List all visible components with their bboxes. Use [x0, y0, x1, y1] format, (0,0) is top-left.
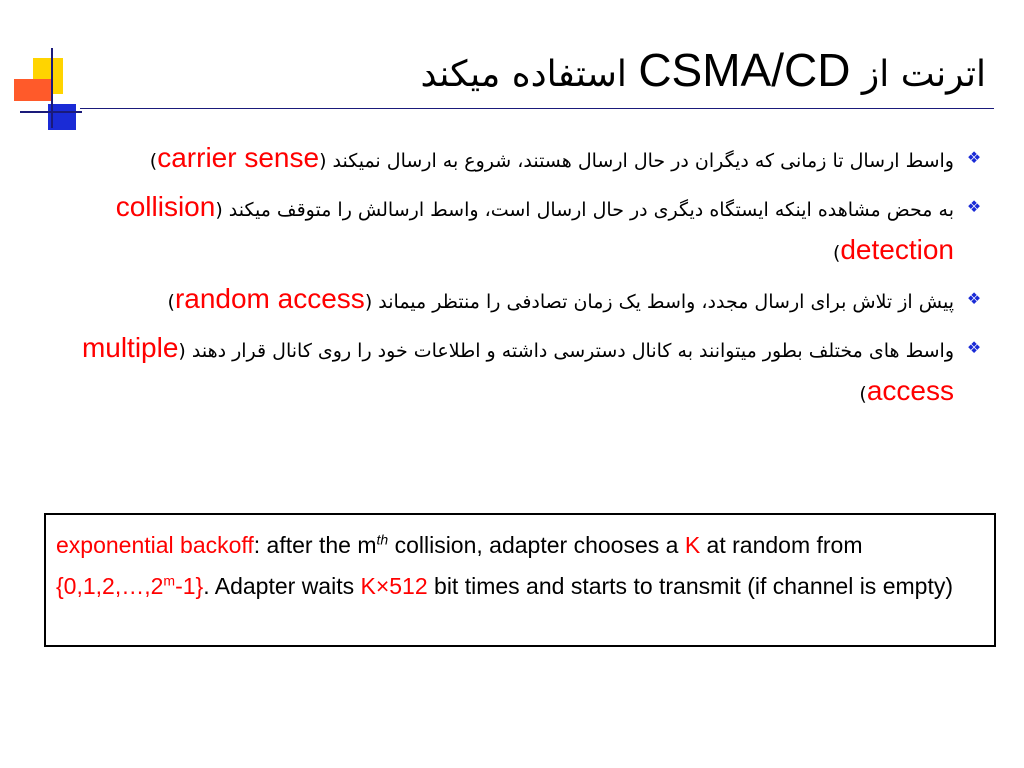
logo-vertical-line — [51, 48, 53, 128]
bullet-close: ) — [859, 383, 867, 405]
bullet-text: واسط ارسال تا زمانی که دیگران در حال ارسال هستند، شروع به ارسال نمیکند ( — [319, 150, 954, 172]
bullet-term: random access — [174, 283, 365, 314]
bullet-term: multiple access — [81, 332, 954, 406]
logo-horizontal-line — [20, 111, 82, 113]
slide-title — [80, 38, 986, 102]
bullet-item — [60, 138, 982, 181]
backoff-set-sup: m — [163, 572, 176, 589]
backoff-text-1: : after the m — [253, 532, 377, 558]
bullet-term: carrier sense — [157, 142, 320, 173]
slide-logo — [0, 40, 80, 130]
bullet-close: ) — [149, 150, 158, 172]
backoff-text-2: collision, adapter chooses a — [388, 532, 685, 558]
bullet-text: به محض مشاهده اینکه ایستگاه دیگری در حال ارسال است، واسط ارسالش را متوقف میکند ( — [215, 199, 954, 221]
bullet-list — [60, 138, 982, 420]
title-latin: CSMA/CD — [638, 44, 851, 96]
backoff-term: exponential backoff — [56, 532, 254, 558]
bullet-close: ) — [832, 242, 841, 264]
bullet-close: ) — [167, 291, 175, 313]
title-text-after: استفاده میکند — [420, 54, 627, 95]
bullet-item — [60, 328, 982, 414]
bullet-item — [60, 187, 982, 273]
bullet-diamond-icon: ❖ — [966, 289, 982, 308]
bullet-term: collision detection — [115, 191, 954, 265]
bullet-diamond-icon: ❖ — [966, 197, 982, 216]
title-text-before: اترنت از — [861, 54, 986, 95]
backoff-k: K — [684, 532, 701, 558]
backoff-text-5: bit times and starts to transmit (if channel is empty) — [427, 573, 953, 599]
backoff-kx: K×512 — [360, 573, 428, 599]
backoff-text-4: . Adapter waits — [203, 573, 361, 599]
backoff-set-a: {0,1,2,…,2 — [56, 573, 164, 599]
title-underline — [80, 108, 994, 109]
backoff-set-b: -1} — [175, 573, 204, 599]
backoff-text-3: at random from — [700, 532, 863, 558]
bullet-diamond-icon: ❖ — [966, 148, 982, 167]
bullet-diamond-icon: ❖ — [966, 338, 982, 357]
backoff-sup-th: th — [376, 531, 389, 548]
bullet-text: واسط های مختلف بطور میتوانند به کانال دسترسی داشته و اطلاعات خود را روی کانال قرار دهند ( — [178, 340, 954, 362]
backoff-box — [44, 513, 996, 647]
bullet-item — [60, 279, 982, 322]
bullet-text: پیش از تلاش برای ارسال مجدد، واسط یک زمان تصادفی را منتظر میماند ( — [364, 291, 954, 313]
logo-red-square — [14, 79, 51, 101]
